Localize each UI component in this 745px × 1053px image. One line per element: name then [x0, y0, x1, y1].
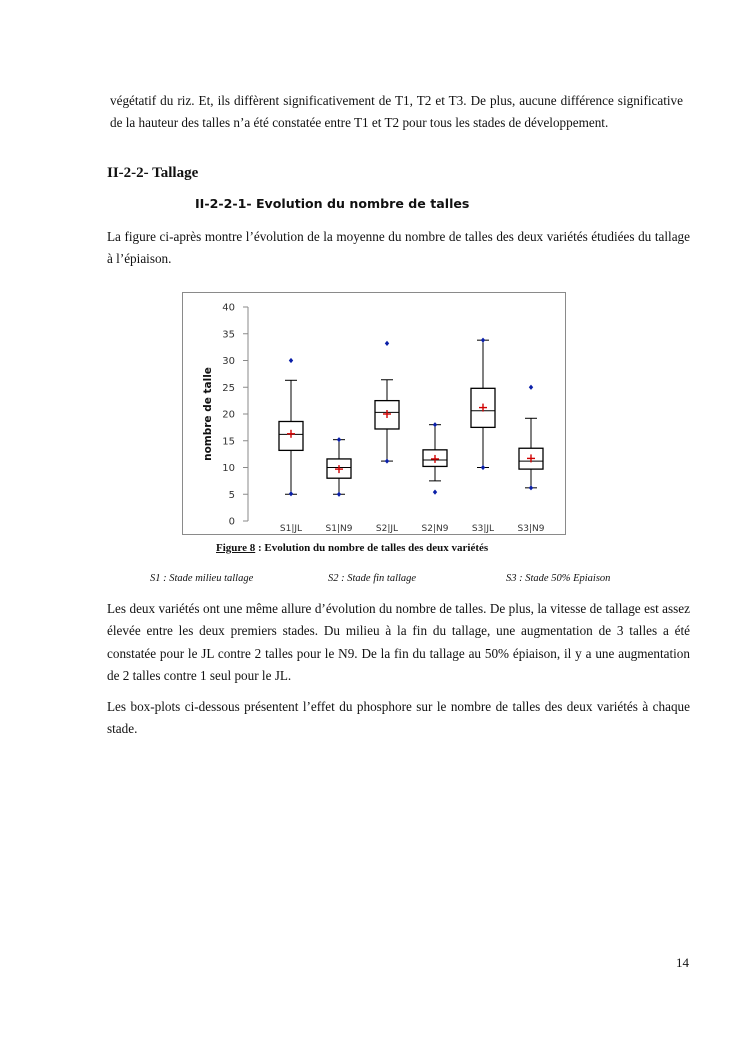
outlier-point — [385, 341, 389, 346]
outlier-point — [529, 385, 533, 390]
box-series — [279, 338, 543, 497]
figure-caption-text: : Evolution du nombre de talles des deux variétés — [255, 542, 489, 554]
outlier-point — [433, 422, 437, 427]
y-ticks — [222, 303, 248, 528]
boxplot-chart — [182, 292, 566, 535]
page-number: 14 — [676, 955, 689, 970]
stage-note-s3: S3 : Stade 50% Epiaison — [506, 573, 611, 584]
outlier-point — [337, 437, 341, 442]
section-heading: II-2-2- Tallage — [107, 165, 199, 181]
figure-caption-label: Figure 8 — [216, 542, 256, 554]
y-tick-label: 40 — [222, 302, 235, 314]
outlier-point — [337, 492, 341, 497]
outlier-point — [433, 490, 437, 495]
y-axis-label: nombre de talle — [202, 367, 214, 461]
y-tick-label: 15 — [222, 436, 235, 448]
x-tick-label: S3|N9 — [517, 524, 545, 534]
box-group — [327, 437, 351, 497]
outlier-point — [289, 358, 293, 363]
paragraph-evolution: Les deux variétés ont une même allure d’évolution du nombre de talles. De plus, la vitesse de tallage est assez élevée entre les deux premiers stades. Du milieu à la fin du tallage, une augmentation de 3 talles a été constatée pour le JL contre 2 talles pour le N9. De la fin du tallage au 50% épiaison, il y a une augmentation de 2 talles contre 1 seul pour le JL. — [107, 601, 690, 684]
y-tick-label: 30 — [222, 356, 235, 367]
outlier-point — [289, 491, 293, 496]
x-tick-label: S1|N9 — [325, 524, 353, 534]
box-group — [471, 338, 495, 471]
x-tick-label: S2|JL — [375, 524, 399, 534]
figure-caption — [216, 542, 488, 554]
outlier-point — [529, 485, 533, 490]
outlier-point — [385, 458, 389, 463]
y-tick-label: 10 — [222, 463, 235, 474]
box-group — [279, 358, 303, 496]
box-group — [423, 422, 447, 495]
subsection-heading: II-2-2-1- Evolution du nombre de talles — [195, 196, 470, 211]
stage-note-s2: S2 : Stade fin tallage — [328, 573, 417, 584]
box-group — [519, 385, 543, 491]
y-tick-label: 25 — [222, 382, 235, 394]
y-tick-label: 0 — [228, 516, 235, 528]
box-group — [375, 341, 399, 464]
boxplot-svg — [183, 293, 565, 534]
y-tick-label: 5 — [228, 489, 235, 501]
stage-note-s1: S1 : Stade milieu tallage — [150, 573, 254, 584]
paragraph-boxplots: Les box-plots ci-dessous présentent l’effet du phosphore sur le nombre de talles des deux variétés à chaque stade. — [107, 699, 690, 737]
y-tick-label: 35 — [222, 329, 235, 341]
x-tick-label: S2|N9 — [421, 524, 449, 534]
y-tick-label: 20 — [222, 409, 235, 421]
figure-intro-paragraph: La figure ci-après montre l’évolution de la moyenne du nombre de talles des deux variétés étudiées du tallage à l’épiaison. — [107, 229, 690, 267]
outlier-point — [481, 465, 485, 470]
intro-paragraph: végétatif du riz. Et, ils diffèrent significativement de T1, T2 et T3. De plus, aucune différence significative de la hauteur des talles n’a été constatée entre T1 et T2 pour tous les stades de développement. — [110, 93, 683, 131]
x-tick-labels — [280, 524, 545, 534]
x-tick-label: S3|JL — [471, 524, 495, 534]
outlier-point — [481, 338, 485, 343]
x-tick-label: S1|JL — [279, 524, 303, 534]
